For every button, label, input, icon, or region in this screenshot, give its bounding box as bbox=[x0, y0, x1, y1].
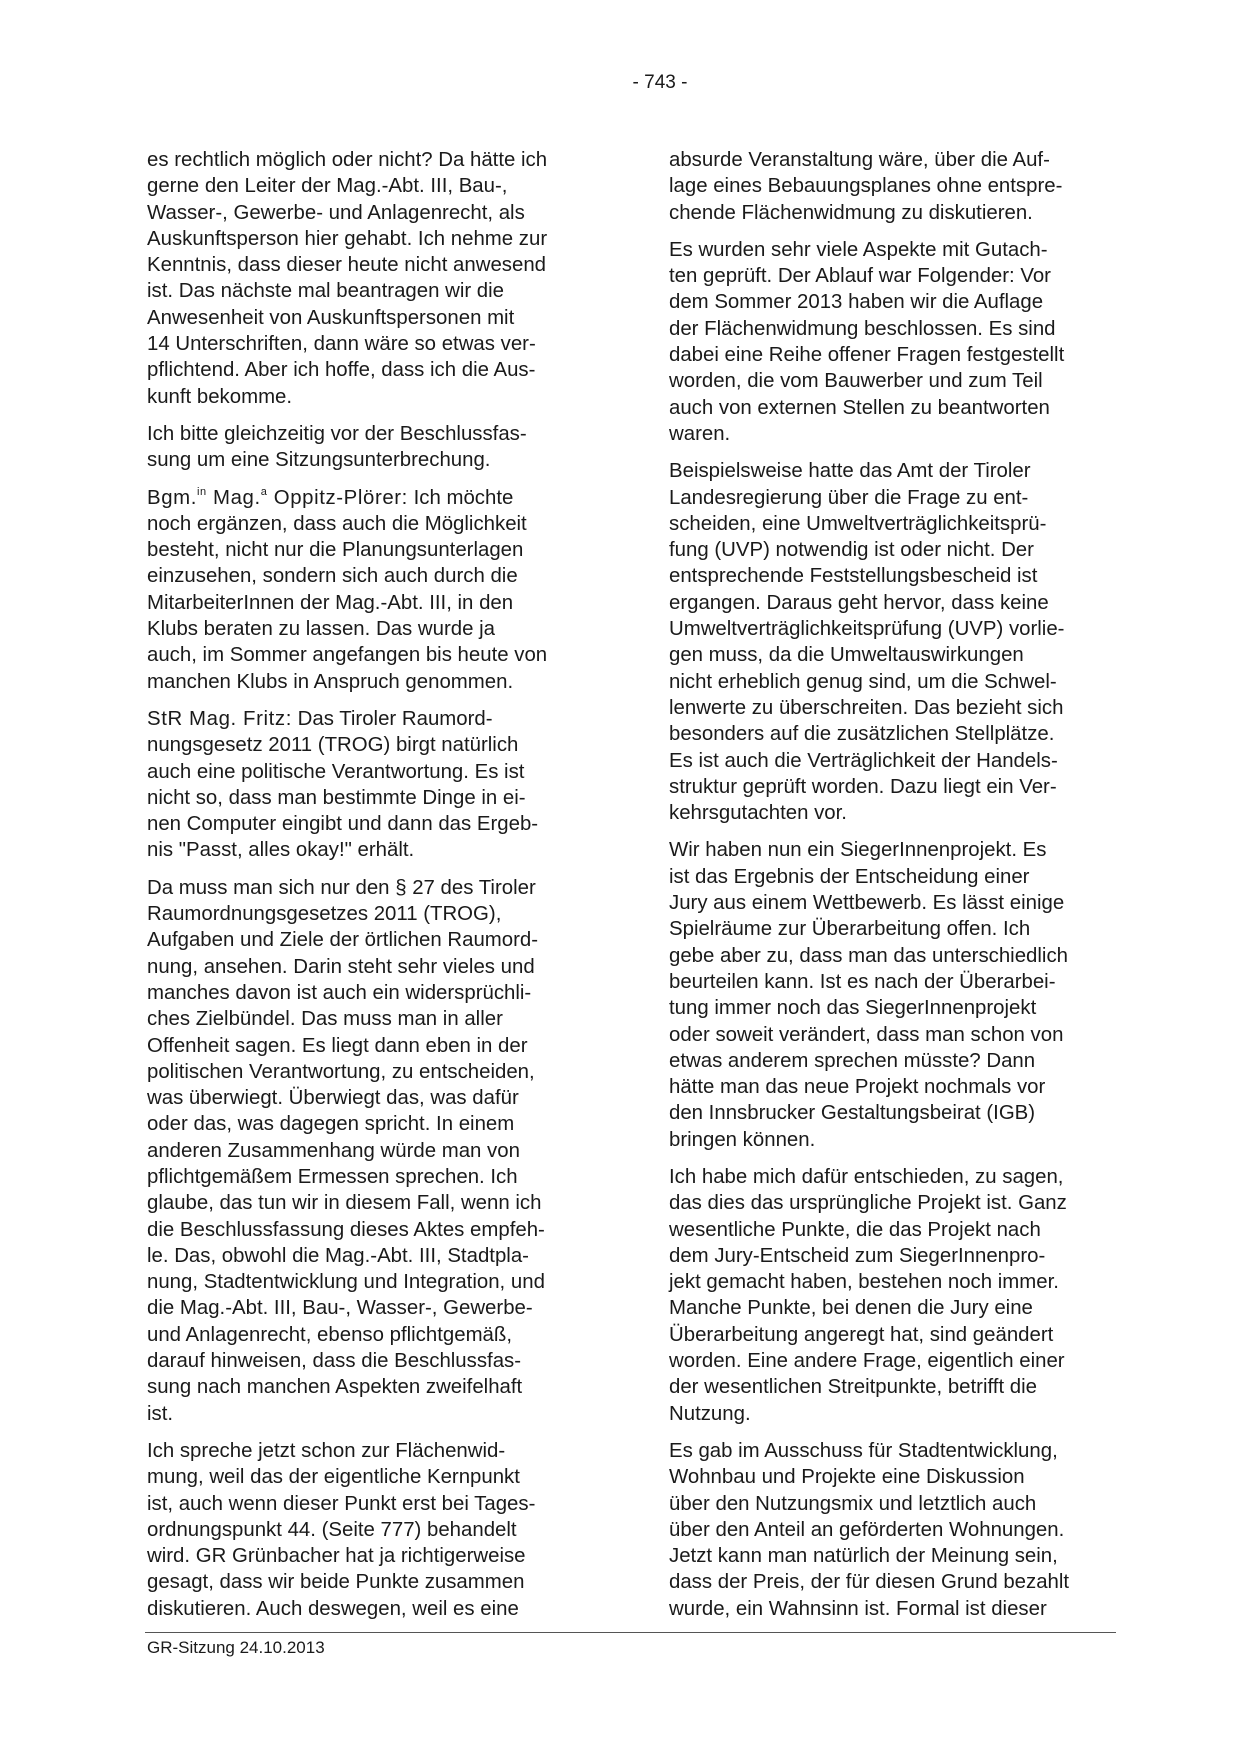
paragraph: Ich habe mich dafür entschieden, zu sagen, das dies das ursprüngliche Projekt ist. Ganz wesentliche Punkte, die das Projekt nach dem Jury-Entscheid zum SiegerInnenpro- jekt gemacht haben, bestehen noch immer. Manche Punkte, bei denen die Jury eine Überarbeitung angeregt hat, sind geändert worden. Eine andere Frage, eigentlich einer der wesentlichen Streitpunkte, betrifft die Nutzung. bbox=[669, 1165, 1067, 1425]
left-column bbox=[147, 147, 602, 1633]
footer-session-date: GR-Sitzung 24.10.2013 bbox=[147, 1638, 325, 1657]
paragraph: Es wurden sehr viele Aspekte mit Gutach- ten geprüft. Der Ablauf war Folgender: Vor dem Sommer 2013 haben wir die Auflage der Flächenwidmung beschlossen. Es sind dabei eine Reihe offener Fragen festgestellt worden, die vom Bauwerber und zum Teil auch von externen Stellen zu beantworten waren. bbox=[669, 238, 1065, 445]
paragraph: es rechtlich möglich oder nicht? Da hätte ich gerne den Leiter der Mag.-Abt. III, Bau-, Wasser-, Gewerbe- und Anlagenrecht, als Auskunftsperson hier gehabt. Ich nehme zur Kenntnis, dass dieser heute nicht anwesend ist. Das nächste mal beantragen wir die Anwesenheit von Auskunftspersonen mit 14 Unterschriften, dann wäre so etwas ver- pflichtend. Aber ich hoffe, dass ich die Aus- kunft bekomme. bbox=[147, 149, 548, 408]
paragraph: Es gab im Ausschuss für Stadtentwicklung, Wohnbau und Projekte eine Diskussion über den Nutzungsmix und letztlich auch über den Anteil an geförderten Wohnungen. Jetzt kann man natürlich der Meinung sein, dass der Preis, der für diesen Grund bezahlt wurde, ein Wahnsinn ist. Formal ist dieser bbox=[669, 1439, 1070, 1620]
paragraph: Da muss man sich nur den § 27 des Tiroler Raumordnungsgesetzes 2011 (TROG), Aufgaben und Ziele der örtlichen Raumord- nung, ansehen. Darin steht sehr vieles und manches davon ist auch ein widersprüchli- ches Zielbündel. Das muss man in aller Offenheit sagen. Es liegt dann eben in der politischen Verantwortung, zu entscheiden, was überwiegt. Überwiegt das, was dafür oder das, was dagegen spricht. In einem anderen Zusammenhang würde man von pflichtgemäßem Ermessen sprechen. Ich glaube, das tun wir in diesem Fall, wenn ich die Beschlussfassung dieses Aktes empfeh- le. Das, obwohl die Mag.-Abt. III, Stadtpla- nung, Stadtentwicklung und Integration, und die Mag.-Abt. III, Bau-, Wasser-, Gewerbe- und Anlagenrecht, ebenso pflichtgemäß, darauf hinweisen, dass die Beschlussfas- sung nach manchen Aspekten zweifelhaft ist. bbox=[147, 876, 545, 1425]
speaker-name: StR Mag. Fritz: bbox=[147, 707, 292, 730]
paragraph: Wir haben nun ein SiegerInnenprojekt. Es ist das Ergebnis der Entscheidung einer Jury aus einem Wettbewerb. Es lässt einige Spielräume zur Überarbeitung offen. Ich gebe aber zu, dass man das unterschiedlich beurteilen kann. Ist es nach der Überarbei- tung immer noch das SiegerInnenprojekt oder soweit verändert, dass man schon von etwas anderem sprechen müsste? Dann hätte man das neue Projekt nochmals vor den Innsbrucker Gestaltungsbeirat (IGB) bringen können. bbox=[669, 839, 1068, 1151]
speaker-title-part: Bgm. bbox=[147, 486, 197, 509]
speaker-title-part: Mag. bbox=[206, 486, 261, 509]
paragraph: Beispielsweise hatte das Amt der Tiroler Landesregierung über die Frage zu ent- scheiden, eine Umweltverträglichkeitsprü- fung (UVP) notwendig ist oder nicht. Der entsprechende Feststellungsbescheid ist ergangen. Daraus geht hervor, dass keine Umweltverträglichkeitsprüfung (UVP) vorlie- gen muss, da die Umweltauswirkungen nicht erheblich genug sind, um die Schwel- lenwerte zu überschreiten. Das bezieht sich besonders auf die zusätzlichen Stellplätze. Es ist auch die Verträglichkeit der Handels- struktur geprüft worden. Dazu liegt ein Ver- kehrsgutachten vor. bbox=[669, 460, 1065, 825]
footer-divider bbox=[145, 1632, 1116, 1633]
paragraph: absurde Veranstaltung wäre, über die Auf- lage eines Bebauungsplanes ohne entspre- chende Flächenwidmung zu diskutieren. bbox=[669, 149, 1063, 224]
paragraph-speech-oppitz-ploerer bbox=[147, 485, 602, 695]
superscript: in bbox=[197, 485, 207, 498]
page-number: - 743 - bbox=[632, 72, 688, 93]
speaker-name bbox=[147, 487, 408, 509]
paragraph-speech-fritz bbox=[147, 706, 602, 864]
paragraph: Ich spreche jetzt schon zur Flächenwid- mung, weil das der eigentliche Kernpunkt ist, auch wenn dieser Punkt erst bei Tages- ordnungspunkt 44. (Seite 777) behandelt wird. GR Grünbacher hat ja richtigerweise gesagt, dass wir beide Punkte zusammen diskutieren. Auch deswegen, weil es eine bbox=[147, 1439, 536, 1620]
speech-text: Das Tiroler Raumord- nungsgesetz 2011 (TROG) birgt natürlich auch eine politische Verantwortung. Es ist nicht so, dass man bestimmte Dinge in ei- nen Computer eingibt und dann das Ergeb- nis "Passt, alles okay!" erhält. bbox=[147, 707, 539, 862]
speech-text: Ich möchte noch ergänzen, dass auch die Möglichkeit besteht, nicht nur die Planungsunterlagen einzusehen, sondern sich auch durch die MitarbeiterInnen der Mag.-Abt. III, in den Klubs beraten zu lassen. Das wurde ja auch, im Sommer angefangen bis heute von manchen Klubs in Anspruch genommen. bbox=[147, 486, 548, 693]
paragraph: Ich bitte gleichzeitig vor der Beschlussfas- sung um eine Sitzungsunterbrechung. bbox=[147, 422, 527, 472]
superscript: a bbox=[260, 485, 268, 498]
speaker-title-part: Oppitz-Plörer: bbox=[267, 486, 408, 509]
right-column bbox=[669, 147, 1124, 1633]
